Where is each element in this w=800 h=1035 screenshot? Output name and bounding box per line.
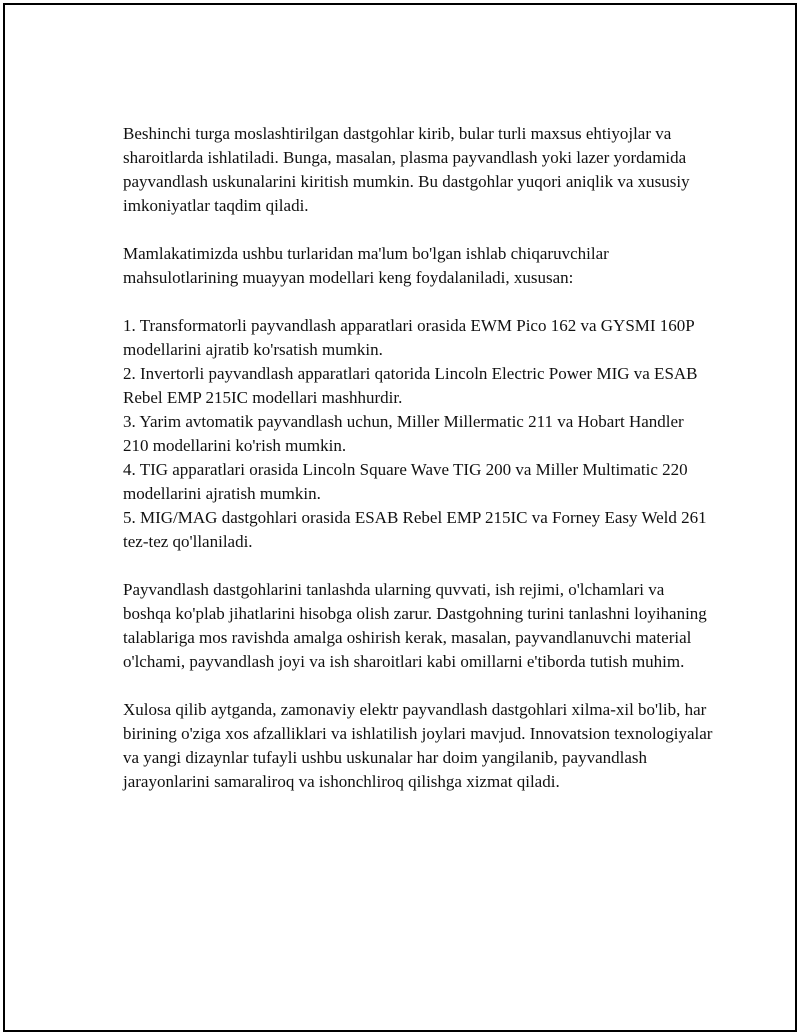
- paragraph-selection: Payvandlash dastgohlarini tanlashda ularning quvvati, ish rejimi, o'lchamlari va boshqa ko'plab jihatlarini hisobga olish zarur. Dastgohning turini tanlashni loyihaning talablariga mos ravishda amalga oshirish kerak, masalan, payvandlanuvchi material o'lchami, payvandlash joyi va ish sharoitlari kabi omillarni e'tiborda tutish muhim.: [123, 580, 707, 671]
- paragraph-conclusion: Xulosa qilib aytganda, zamonaviy elektr payvandlash dastgohlari xilma-xil bo'lib, har birining o'ziga xos afzalliklari va ishlatilish joylari mavjud. Innovatsion texnologiyalar va yangi dizaynlar tufayli ushbu uskunalar har doim yangilanib, payvandlash jarayonlarini samaraliroq va ishonchliroq qilishga xizmat qiladi.: [123, 700, 713, 791]
- list-item: 5. MIG/MAG dastgohlari orasida ESAB Rebel EMP 215IC va Forney Easy Weld 261 tez-tez qo'llaniladi.: [123, 508, 707, 551]
- document-body: [123, 122, 713, 818]
- list-item: 3. Yarim avtomatik payvandlash uchun, Miller Millermatic 211 va Hobart Handler 210 modellarini ko'rish mumkin.: [123, 412, 684, 455]
- list-item: 4. TIG apparatlari orasida Lincoln Square Wave TIG 200 va Miller Multimatic 220 modellarini ajratish mumkin.: [123, 460, 688, 503]
- paragraph-intro: Beshinchi turga moslashtirilgan dastgohlar kirib, bular turli maxsus ehtiyojlar va sharoitlarda ishlatiladi. Bunga, masalan, plasma payvandlash yoki lazer yordamida payvandlash uskunalarini kiritish mumkin. Bu dastgohlar yuqori aniqlik va xususiy imkoniyatlar taqdim qiladi.: [123, 124, 690, 215]
- page-frame: [3, 3, 797, 1032]
- paragraph-manufacturers: Mamlakatimizda ushbu turlaridan ma'lum bo'lgan ishlab chiqaruvchilar mahsulotlarining muayyan modellari keng foydalaniladi, xususan:: [123, 244, 609, 287]
- list-item: 2. Invertorli payvandlash apparatlari qatorida Lincoln Electric Power MIG va ESAB Rebel EMP 215IC modellari mashhurdir.: [123, 364, 698, 407]
- list-item: 1. Transformatorli payvandlash apparatlari orasida EWM Pico 162 va GYSMI 160P modellarini ajratib ko'rsatish mumkin.: [123, 316, 695, 359]
- model-list: [123, 314, 713, 554]
